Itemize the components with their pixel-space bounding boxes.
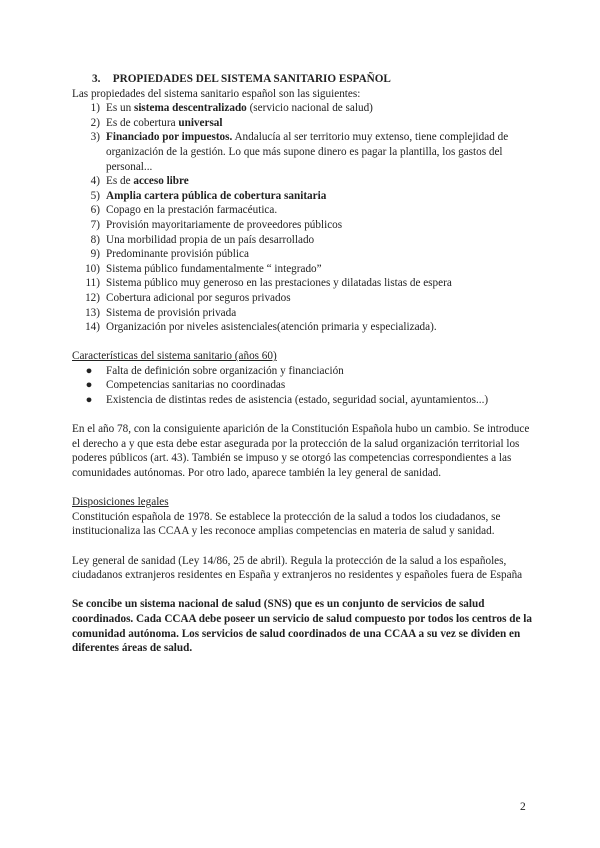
document-page (72, 72, 532, 656)
property-text-rest: Andalucía al ser territorio muy extenso, tiene complejidad de organización de la gestión. Lo que más supone dinero es pagar la plantilla, los gastos del personal... (106, 131, 509, 173)
property-text-plain: Es de (106, 175, 134, 188)
property-item (72, 276, 532, 291)
characteristic-item (72, 378, 532, 393)
property-item (72, 320, 532, 335)
property-text (106, 116, 532, 131)
characteristic-text: Existencia de distintas redes de asistencia (estado, seguridad social, ayuntamientos...) (106, 394, 489, 407)
property-text-bold: Amplia cartera pública de cobertura sanitaria (106, 189, 327, 202)
property-number: 4) (90, 175, 100, 188)
property-number: 12) (85, 291, 100, 304)
characteristic-item (72, 393, 532, 408)
property-text-plain: Provisión mayoritariamente de proveedores públicos (106, 218, 343, 231)
conclusion-paragraph: Se concibe un sistema nacional de salud (SNS) que es un conjunto de servicios de salud coordinados. Cada CCAA debe poseer un servicio de salud compuesto por todos los centros de la comunidad autónoma. Los servicios de salud coordinados de una CCAA a su vez se dividen en diferentes áreas de salud. (72, 598, 532, 655)
bullet-icon: ● (85, 379, 93, 392)
property-number: 13) (85, 306, 100, 319)
property-text-plain: Una morbilidad propia de un país desarrollado (106, 233, 315, 246)
section-heading (92, 72, 532, 87)
property-text-plain: Sistema de provisión privada (106, 306, 237, 319)
property-text (106, 320, 532, 335)
property-text-plain: Cobertura adicional por seguros privados (106, 291, 291, 304)
property-item (72, 189, 532, 204)
property-text-plain: Organización por niveles asistenciales(atención primaria y especializada). (106, 321, 437, 334)
paragraph-constitution-78: En el año 78, con la consiguiente aparición de la Constitución Española hubo un cambio. Se introduce el derecho a y que esta debe estar asegurada por la protección de la salud organización territorial los poderes públicos (art. 43). También se impuso y se otorgó las competencias correspondientes a las comunidades autónomas. Por otro lado, aparece también la ley general de sanidad. (72, 423, 530, 480)
property-item (72, 262, 532, 277)
property-number: 14) (85, 321, 100, 334)
property-text (106, 306, 532, 321)
legal-law: Ley general de sanidad (Ley 14/86, 25 de abril). Regula la protección de la salud a los españoles, ciudadanos extranjeros residentes en España y extranjeros no residentes y españoles fuera de España (72, 554, 523, 582)
property-text-plain: Es un (106, 102, 134, 115)
property-text (106, 130, 532, 174)
property-text-bold: universal (178, 116, 223, 129)
characteristics-title: Características del sistema sanitario (años 60) (72, 350, 277, 363)
property-item (72, 247, 532, 262)
property-text (106, 174, 532, 189)
property-number: 8) (90, 233, 100, 246)
property-text-bold: acceso libre (133, 175, 189, 188)
property-number: 10) (85, 262, 100, 275)
property-text-rest: (servicio nacional de salud) (246, 102, 373, 115)
property-item (72, 130, 532, 174)
property-text (106, 262, 532, 277)
legal-constitution: Constitución española de 1978. Se establece la protección de la salud a todos los ciudadanos, se institucionaliza las CCAA y les reconoce amplias competencias en materia de salud y sanidad. (72, 510, 501, 538)
legal-title: Disposiciones legales (72, 496, 169, 509)
property-text-bold: Financiado por impuestos. (106, 131, 233, 144)
property-item (72, 291, 532, 306)
property-item (72, 174, 532, 189)
property-number: 7) (90, 218, 100, 231)
property-text-plain: Sistema público fundamentalmente “ integrado” (106, 262, 322, 275)
property-text (106, 291, 532, 306)
property-item (72, 233, 532, 248)
bullet-icon: ● (85, 364, 93, 377)
property-text (106, 101, 532, 116)
page-number: 2 (520, 801, 526, 813)
property-item (72, 101, 532, 116)
bullet-icon: ● (85, 394, 93, 407)
properties-list (72, 101, 532, 335)
property-number: 11) (85, 277, 100, 290)
property-item (72, 116, 532, 131)
property-text (106, 276, 532, 291)
property-number: 5) (90, 189, 100, 202)
property-text-plain: Es de cobertura (106, 116, 179, 129)
property-number: 2) (90, 116, 100, 129)
property-item (72, 218, 532, 233)
characteristic-text: Competencias sanitarias no coordinadas (106, 379, 286, 392)
property-text (106, 233, 532, 248)
section-number: 3. (92, 73, 101, 85)
property-number: 3) (90, 131, 100, 144)
property-text-plain: Copago en la prestación farmacéutica. (106, 204, 278, 217)
property-text-plain: Predominante provisión pública (106, 248, 249, 261)
characteristics-list (72, 364, 532, 408)
characteristic-item (72, 364, 532, 379)
property-text (106, 203, 532, 218)
property-text (106, 247, 532, 262)
characteristic-text: Falta de definición sobre organización y financiación (106, 364, 344, 377)
property-text (106, 218, 532, 233)
property-text-bold: sistema descentralizado (133, 102, 247, 115)
property-item (72, 306, 532, 321)
property-text (106, 189, 532, 204)
property-text-plain: Sistema público muy generoso en las prestaciones y dilatadas listas de espera (106, 277, 452, 290)
section-title: PROPIEDADES DEL SISTEMA SANITARIO ESPAÑOL (112, 73, 391, 85)
property-number: 9) (90, 248, 100, 261)
property-item (72, 203, 532, 218)
property-number: 6) (90, 204, 100, 217)
property-number: 1) (90, 102, 100, 115)
section-intro: Las propiedades del sistema sanitario español son las siguientes: (72, 87, 361, 100)
